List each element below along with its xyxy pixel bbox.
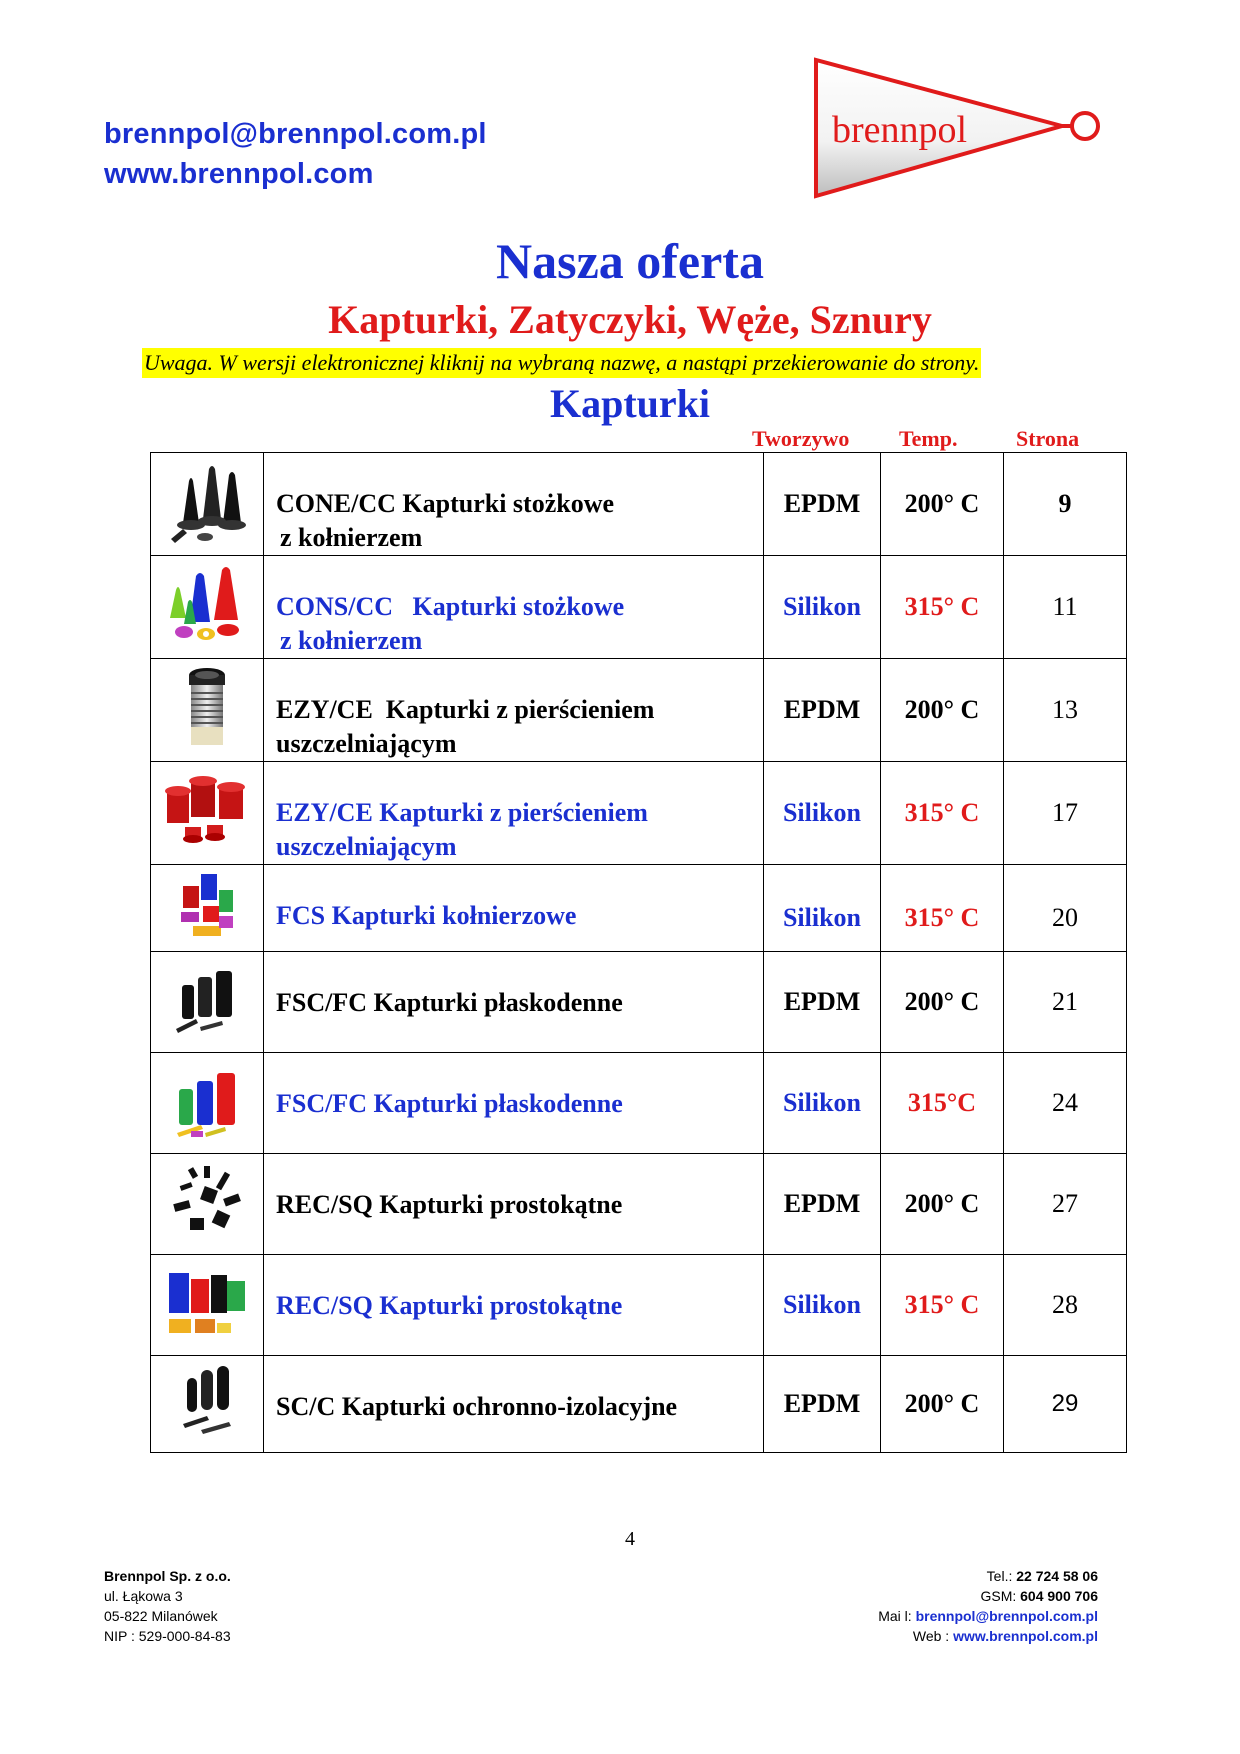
product-name-cell[interactable] bbox=[264, 556, 764, 659]
material-cell: EPDM bbox=[764, 1356, 881, 1453]
material-cell: Silikon bbox=[764, 762, 881, 865]
material-cell: Silikon bbox=[764, 1053, 881, 1154]
page-cell: 17 bbox=[1004, 762, 1127, 865]
table-row bbox=[151, 762, 1127, 865]
footer-web-label: Web : bbox=[912, 1628, 954, 1644]
table-row bbox=[151, 1053, 1127, 1154]
product-name-line2[interactable]: uszczelniającym bbox=[276, 832, 457, 861]
black-cone-caps-icon bbox=[165, 459, 249, 545]
header-website-link[interactable]: www.brennpol.com bbox=[104, 158, 374, 190]
temp-cell: 315°C bbox=[881, 1053, 1004, 1154]
table-row bbox=[151, 453, 1127, 556]
temp-cell: 200° C bbox=[881, 1154, 1004, 1255]
logo-text: brennpol bbox=[832, 109, 968, 151]
product-name-cell[interactable] bbox=[264, 952, 764, 1053]
temp-cell: 315° C bbox=[881, 1255, 1004, 1356]
black-flat-caps-icon bbox=[172, 965, 242, 1035]
table-row bbox=[151, 1255, 1127, 1356]
footer-tel-label: Tel.: bbox=[986, 1568, 1017, 1584]
footer-street: ul. Łąkowa 3 bbox=[104, 1588, 183, 1604]
page-cell: 20 bbox=[1004, 865, 1127, 952]
footer-gsm: 604 900 706 bbox=[1020, 1588, 1098, 1604]
material-cell: EPDM bbox=[764, 1154, 881, 1255]
product-image-cell bbox=[151, 659, 264, 762]
temp-cell: 200° C bbox=[881, 1356, 1004, 1453]
black-rect-caps-icon bbox=[166, 1162, 248, 1242]
product-name-cell[interactable] bbox=[264, 659, 764, 762]
footer-company: Brennpol Sp. z o.o. bbox=[104, 1568, 231, 1584]
product-name-cell[interactable] bbox=[264, 865, 764, 952]
product-image-cell bbox=[151, 1255, 264, 1356]
product-name-cell[interactable] bbox=[264, 453, 764, 556]
column-header-material: Tworzywo bbox=[752, 426, 850, 451]
footer-city: 05-822 Milanówek bbox=[104, 1608, 218, 1624]
page-cell: 27 bbox=[1004, 1154, 1127, 1255]
material-cell: EPDM bbox=[764, 659, 881, 762]
table-row bbox=[151, 952, 1127, 1053]
temp-cell: 200° C bbox=[881, 659, 1004, 762]
page-cell: 24 bbox=[1004, 1053, 1127, 1154]
temp-cell: 315° C bbox=[881, 556, 1004, 659]
product-image-cell bbox=[151, 1154, 264, 1255]
footer-web-link[interactable]: www.brennpol.com.pl bbox=[953, 1628, 1098, 1644]
color-cone-caps-icon bbox=[162, 562, 252, 648]
table-row bbox=[151, 1356, 1127, 1453]
material-cell: EPDM bbox=[764, 952, 881, 1053]
color-flat-caps-icon bbox=[171, 1061, 243, 1141]
page-title: Nasza oferta bbox=[496, 233, 764, 289]
footer-address bbox=[104, 1566, 231, 1646]
red-ring-caps-icon bbox=[159, 771, 255, 851]
material-cell: Silikon bbox=[764, 556, 881, 659]
product-name[interactable]: EZY/CE Kapturki z pierścieniem bbox=[276, 695, 655, 724]
column-header-page: Strona bbox=[1016, 426, 1080, 451]
section-title: Kapturki bbox=[549, 381, 711, 426]
product-name[interactable]: EZY/CE Kapturki z pierścieniem bbox=[276, 798, 648, 827]
product-name[interactable]: FSC/FC Kapturki płaskodenne bbox=[276, 1089, 623, 1118]
table-row bbox=[151, 1154, 1127, 1255]
product-name[interactable]: REC/SQ Kapturki prostokątne bbox=[276, 1291, 623, 1320]
page-cell: 11 bbox=[1004, 556, 1127, 659]
product-image-cell bbox=[151, 865, 264, 952]
product-image-cell bbox=[151, 762, 264, 865]
page-number: 4 bbox=[625, 1528, 635, 1550]
table-row bbox=[151, 659, 1127, 762]
footer-gsm-label: GSM: bbox=[980, 1588, 1021, 1604]
page-subtitle: Kapturki, Zatyczyki, Węże, Sznury bbox=[328, 297, 932, 342]
product-image-cell bbox=[151, 556, 264, 659]
product-name-cell[interactable] bbox=[264, 1053, 764, 1154]
ribbed-cap-icon bbox=[177, 665, 237, 751]
material-cell: Silikon bbox=[764, 865, 881, 952]
usage-note: Uwaga. W wersji elektronicznej kliknij na wybraną nazwę, a nastąpi przekierowanie do strony. bbox=[142, 348, 981, 378]
footer-contact bbox=[878, 1566, 1098, 1646]
footer-nip: NIP : 529-000-84-83 bbox=[104, 1628, 231, 1644]
insulation-caps-icon bbox=[177, 1364, 237, 1440]
product-name-cell[interactable] bbox=[264, 762, 764, 865]
product-name[interactable]: CONE/CC Kapturki stożkowe bbox=[276, 489, 615, 518]
footer-tel: 22 724 58 06 bbox=[1016, 1568, 1098, 1584]
product-name-line2[interactable]: uszczelniającym bbox=[276, 729, 457, 758]
product-name[interactable]: CONS/CC Kapturki stożkowe bbox=[276, 592, 625, 621]
page-cell: 13 bbox=[1004, 659, 1127, 762]
product-table bbox=[150, 452, 1127, 1453]
temp-cell: 200° C bbox=[881, 453, 1004, 556]
page-cell: 9 bbox=[1004, 453, 1127, 556]
product-name-cell[interactable] bbox=[264, 1154, 764, 1255]
material-cell: Silikon bbox=[764, 1255, 881, 1356]
product-image-cell bbox=[151, 1356, 264, 1453]
product-image-cell bbox=[151, 453, 264, 556]
page-cell: 29 bbox=[1004, 1356, 1127, 1453]
header-email-link[interactable]: brennpol@brennpol.com.pl bbox=[104, 118, 487, 150]
temp-cell: 200° C bbox=[881, 952, 1004, 1053]
product-name[interactable]: REC/SQ Kapturki prostokątne bbox=[276, 1190, 623, 1219]
product-name[interactable]: FCS Kapturki kołnierzowe bbox=[276, 901, 577, 930]
product-name[interactable]: SC/C Kapturki ochronno-izolacyjne bbox=[276, 1392, 678, 1421]
color-rect-caps-icon bbox=[163, 1263, 251, 1343]
page-cell: 28 bbox=[1004, 1255, 1127, 1356]
temp-cell: 315° C bbox=[881, 865, 1004, 952]
material-cell: EPDM bbox=[764, 453, 881, 556]
product-image-cell bbox=[151, 1053, 264, 1154]
footer-mail-label: Mai l: bbox=[878, 1608, 916, 1624]
product-name-cell[interactable] bbox=[264, 1356, 764, 1453]
table-row bbox=[151, 556, 1127, 659]
page-cell: 21 bbox=[1004, 952, 1127, 1053]
product-name-cell[interactable] bbox=[264, 1255, 764, 1356]
product-name-line2[interactable]: z kołnierzem bbox=[280, 523, 423, 552]
column-header-temp: Temp. bbox=[899, 426, 958, 451]
product-image-cell bbox=[151, 952, 264, 1053]
product-name[interactable]: FSC/FC Kapturki płaskodenne bbox=[276, 988, 623, 1017]
table-row bbox=[151, 865, 1127, 952]
product-name-line2[interactable]: z kołnierzem bbox=[280, 626, 423, 655]
temp-cell: 315° C bbox=[881, 762, 1004, 865]
flange-caps-icon bbox=[175, 870, 239, 942]
footer-mail-link[interactable]: brennpol@brennpol.com.pl bbox=[915, 1608, 1098, 1624]
